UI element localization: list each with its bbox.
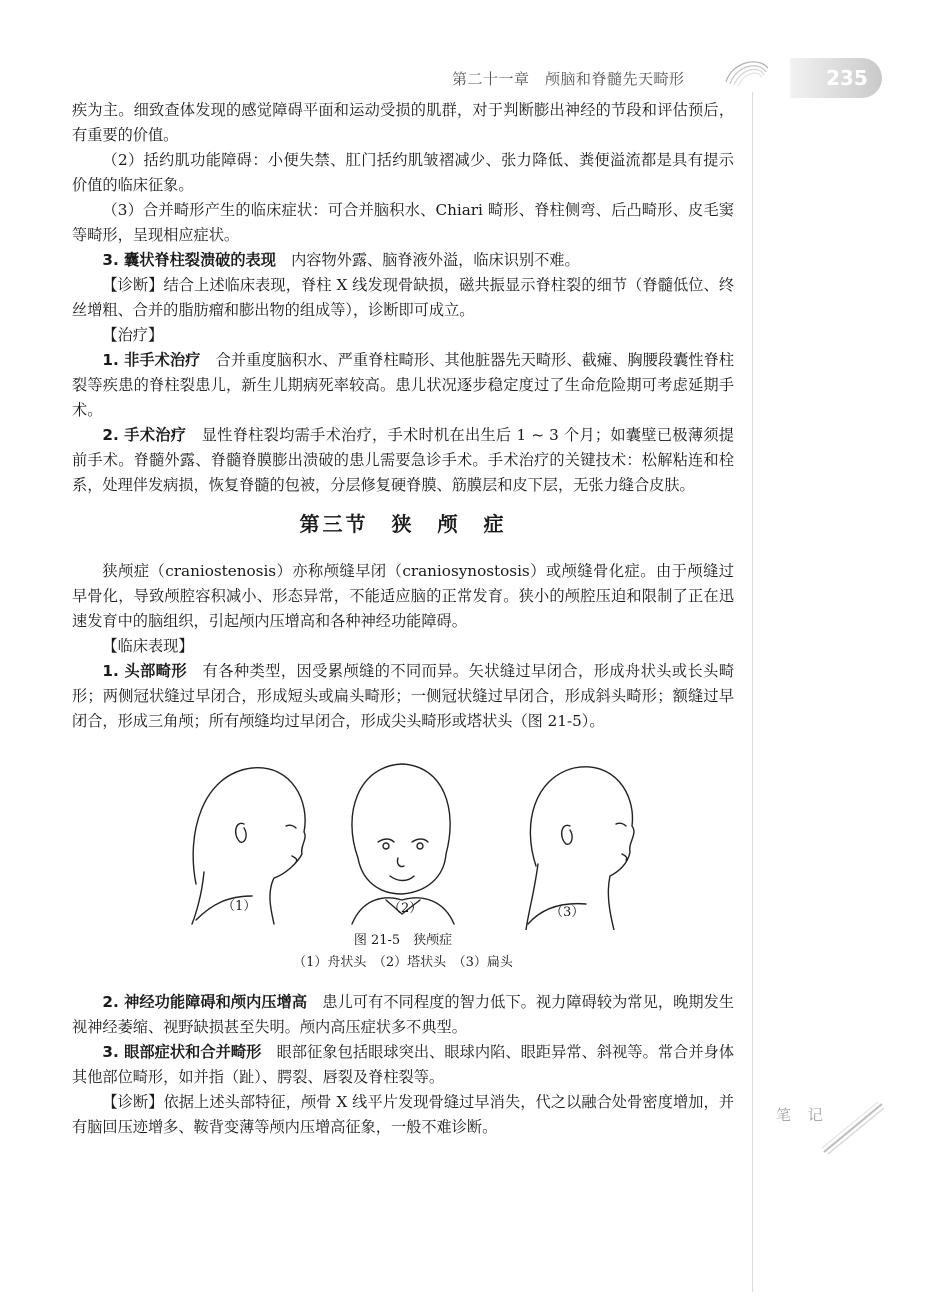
paragraph: 狭颅症（craniostenosis）亦称颅缝早闭（craniosynostosis）或颅缝骨化症。由于颅缝过早骨化，导致颅腔容积减小、形态异常，不能适应脑的正常发育。狭小的颅腔压迫和限制了正在迅速发育中的脑组织，引起颅内压增高和各种神经功能障碍。: [72, 562, 734, 630]
chapter-header: 第二十一章 颅脑和脊髓先天畸形: [452, 70, 685, 88]
treatment-tag: 【治疗】: [102, 326, 164, 344]
figure-21-5: [72, 754, 734, 990]
paragraph: [72, 248, 734, 273]
paragraph-text: 结合上述临床表现，脊柱 X 线发现骨缺损，磁共振显示脊柱裂的细节（脊髓低位、终丝增粗、合并的脂肪瘤和膨出物的组成等），诊断即可成立。: [72, 276, 735, 319]
header-swirl-decoration: [722, 54, 772, 88]
subheading: 1. 非手术治疗: [102, 351, 201, 369]
paragraph: [72, 423, 734, 498]
paragraph-text: 合并重度脑积水、严重脊柱畸形、其他脏器先天畸形、截瘫、胸腰段囊性脊柱裂等疾患的脊柱裂患儿，新生儿期病死率较高。患儿状况逐步稳定度过了生命危险期可考虑延期手术。: [72, 351, 735, 419]
subheading: 3. 眼部症状和合并畸形: [102, 1043, 262, 1061]
figure-caption-sub: （1）舟状头 （2）塔状头 （3）扁头: [293, 955, 513, 970]
paragraph: [72, 659, 734, 734]
figure-caption-title: 图 21-5 狭颅症: [353, 933, 453, 948]
subheading: 1. 头部畸形: [102, 662, 188, 680]
page-number: 235: [826, 66, 868, 90]
pen-icon: [816, 1098, 888, 1158]
paragraph: [72, 1040, 734, 1090]
subheading: 2. 手术治疗: [102, 426, 187, 444]
paragraph-text: 内容物外露、脑脊液外溢，临床识别不难。: [291, 251, 580, 269]
paragraph: （3）合并畸形产生的临床症状：可合并脑积水、Chiari 畸形、脊柱侧弯、后凸畸形、皮毛窦等畸形，呈现相应症状。: [72, 201, 734, 244]
paragraph: （2）括约肌功能障碍：小便失禁、肛门括约肌皱褶减少、张力降低、粪便溢流都是具有提示价值的临床征象。: [72, 151, 734, 194]
figure-label-1: （1）: [222, 899, 257, 914]
paragraph: [72, 990, 734, 1040]
paragraph-text: 眼部征象包括眼球突出、眼球内陷、眼距异常、斜视等。常合并身体其他部位畸形，如并指（趾）、腭裂、唇裂及脊柱裂等。: [72, 1043, 735, 1086]
paragraph: 疾为主。细致查体发现的感觉障碍平面和运动受损的肌群，对于判断膨出神经的节段和评估预后，有重要的价值。: [72, 101, 734, 144]
margin-divider: [752, 92, 753, 1292]
paragraph: [72, 273, 734, 323]
section-title: 第三节 狭 颅 症: [299, 512, 507, 536]
paragraph-text: 显性脊柱裂均需手术治疗，手术时机在出生后 1 ~ 3 个月；如囊壁已极薄须提前手术。脊髓外露、脊髓脊膜膨出溃破的患儿需要急诊手术。手术治疗的关键技术：松解粘连和栓系，处理伴发病损，恢复脊髓的包被，分层修复硬脊膜、筋膜层和皮下层，无张力缝合皮肤。: [72, 426, 734, 494]
figure-label-3: （3）: [550, 905, 585, 920]
subheading: 3. 囊状脊柱裂溃破的表现: [102, 251, 276, 269]
paragraph-text: 有各种类型，因受累颅缝的不同而异。矢状缝过早闭合，形成舟状头或长头畸形；两侧冠状缝过早闭合，形成短头或扁头畸形；一侧冠状缝过早闭合，形成斜头畸形；额缝过早闭合，形成三角颅；所有颅缝均过早闭合，形成尖头畸形或塔状头（图 21-5）。: [72, 662, 734, 730]
paragraph-text: 依据上述头部特征，颅骨 X 线平片发现骨缝过早消失，代之以融合处骨密度增加，并有脑回压迹增多、鞍背变薄等颅内压增高征象，一般不难诊断。: [72, 1093, 735, 1136]
notes-label: 笔 记: [776, 1106, 829, 1124]
notes-margin: [776, 1098, 896, 1158]
subheading: 2. 神经功能障碍和颅内压增高: [102, 993, 308, 1011]
figure-label-2: （2）: [388, 901, 423, 916]
paragraph: [72, 348, 734, 423]
diagnosis-tag: 【诊断】: [102, 1093, 164, 1111]
clinical-tag: 【临床表现】: [102, 637, 194, 655]
diagnosis-tag: 【诊断】: [102, 276, 164, 294]
paragraph: [72, 1090, 734, 1140]
page-content: [72, 98, 734, 1140]
paragraph-text: 患儿可有不同程度的智力低下。视力障碍较为常见，晚期发生视神经萎缩、视野缺损甚至失明。颅内高压症状多不典型。: [72, 993, 735, 1036]
